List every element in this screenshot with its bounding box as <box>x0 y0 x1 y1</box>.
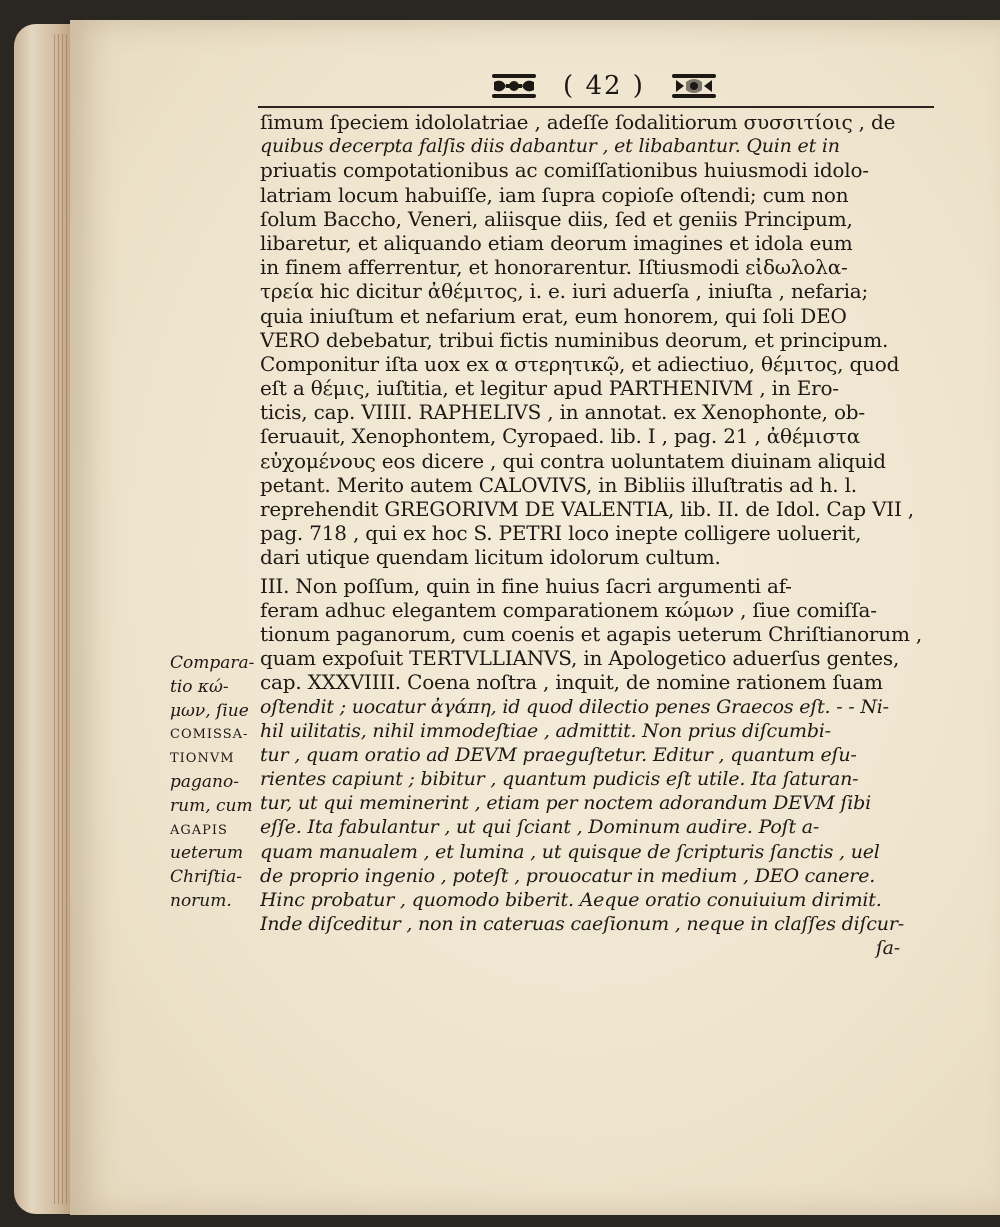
header-rule <box>258 106 934 108</box>
text-line-13: ticis, cap. VIIII. RAPHELIVS , in annotat. ex Xenophonte, ob- <box>260 400 865 425</box>
margin-line-2: tio κώ- <box>170 676 229 697</box>
text-line-7: in finem afferrentur, et honorarentur. Iſtiusmodi εἰδωλολα- <box>260 255 848 280</box>
margin-line-7: rum, cum <box>170 795 253 816</box>
text-line-32: de proprio ingenio , poteſt , prouocatur in medium , DEO canere. <box>260 864 876 887</box>
page-header <box>488 68 720 104</box>
text-line-31: quam manualem , et lumina , ut quisque de ſcripturis ſanctis , uel <box>260 840 880 863</box>
text-line-30: eſſe. Ita fabulantur , ut qui ſciant , Dominum audire. Poſt a- <box>260 816 820 839</box>
text-line-22: tionum paganorum, cum coenis et agapis ueterum Chriſtianorum , <box>260 621 923 646</box>
text-line-33: Hinc probatur , quomodo biberit. Aeque oratio conuiuium dirimit. <box>260 889 882 911</box>
left-ornament-icon <box>488 72 540 100</box>
text-line-21: feram adhuc elegantem comparationem κώμων , ſiue comiſſa- <box>260 597 877 622</box>
text-line-24: cap. XXXVIIII. Coena noſtra , inquit, de nomine rationem ſuam <box>260 670 883 695</box>
margin-line-1: Compara- <box>170 653 255 673</box>
text-line-5: ſolum Baccho, Veneri, aliisque diis, ſed et geniis Principum, <box>260 206 853 231</box>
text-line-20: III. Non poſſum, quin in fine huius ſacri argumenti af- <box>260 573 792 598</box>
margin-line-8: AGAPIS <box>170 822 228 838</box>
text-line-18: pag. 718 , qui ex hoc S. PETRI loco inepte colligere uoluerit, <box>260 521 862 546</box>
text-line-2: quibus decerpta falſis diis dabantur , et libabantur. Quin et in <box>260 135 840 158</box>
text-line-8: τρεία hic dicitur ἀθέμιτος, i. e. iuri aduerſa , iniuſta , nefaria; <box>260 279 869 304</box>
margin-line-11: norum. <box>170 890 232 911</box>
margin-line-6: pagano- <box>170 771 239 792</box>
main-text <box>260 110 950 961</box>
page-number: ( 42 ) <box>563 71 645 101</box>
margin-line-4: COMISSA- <box>170 727 249 743</box>
margin-line-5: TIONVM <box>170 751 235 767</box>
text-line-26: hil uilitatis, nihil immodeſtiae , admittit. Non prius diſcumbi- <box>260 719 831 742</box>
text-line-4: latriam locum habuiſſe, iam ſupra copioſe oſtendi; cum non <box>260 182 849 207</box>
text-line-1: ſimum ſpeciem idololatriae , adeſſe ſodalitiorum συσσιτίοις , de <box>260 110 896 134</box>
margin-line-10: Chriſtia- <box>170 867 242 888</box>
text-line-9: quia iniuſtum et nefarium erat, eum honorem, qui ſoli DEO <box>260 303 847 328</box>
text-line-19: dari utique quendam licitum idolorum cultum. <box>260 545 721 570</box>
margin-note <box>170 652 270 914</box>
text-line-28: rientes capiunt ; bibitur , quantum pudicis eſt utile. Ita ſaturan- <box>260 768 859 791</box>
margin-line-9: ueterum <box>170 843 244 864</box>
catchword: ſa- <box>875 937 900 960</box>
text-line-34: Inde diſceditur , non in cateruas caeſionum , neque in claſſes diſcur- <box>260 913 904 936</box>
text-line-23: quam expoſuit TERTVLLIANVS, in Apologetico aduerſus gentes, <box>260 646 900 671</box>
text-line-16: petant. Merito autem CALOVIVS, in Bibliis illuſtratis ad h. l. <box>260 472 857 497</box>
text-line-11: Componitur iſta uox ex α στερητικῷ, et adiectiuo, θέμιτος, quod <box>260 351 900 376</box>
text-line-29: tur, ut qui meminerint , etiam per noctem adorandum DEVM ſibi <box>260 792 871 815</box>
text-line-27: tur , quam oratio ad DEVM praeguſtetur. Editur , quantum eſu- <box>260 743 857 766</box>
text-line-12: eſt a θέμις, iuſtitia, et legitur apud PARTHENIVM , in Ero- <box>260 376 839 401</box>
text-line-14: ſeruauit, Xenophontem, Cyropaed. lib. I , pag. 21 , ἀθέμιστα <box>260 424 861 449</box>
text-line-6: libaretur, et aliquando etiam deorum imagines et idola eum <box>260 230 853 255</box>
text-line-17: reprehendit GREGORIVM DE VALENTIA, lib. II. de Idol. Cap VII , <box>260 497 914 521</box>
right-ornament-icon <box>668 72 720 100</box>
text-line-3: priuatis compotationibus ac comiſſationibus huiusmodi idolo- <box>260 158 869 183</box>
text-line-15: εὐχομένους eos dicere , qui contra uoluntatem diuinam aliquid <box>260 448 886 473</box>
text-line-25: oſtendit ; uocatur ἀγάπη, id quod dilectio penes Graecos eſt. - - Ni- <box>260 695 889 718</box>
text-line-10: VERO debebatur, tribui fictis numinibus deorum, et principum. <box>260 327 889 352</box>
margin-line-3: μων, ſiue <box>170 700 249 721</box>
